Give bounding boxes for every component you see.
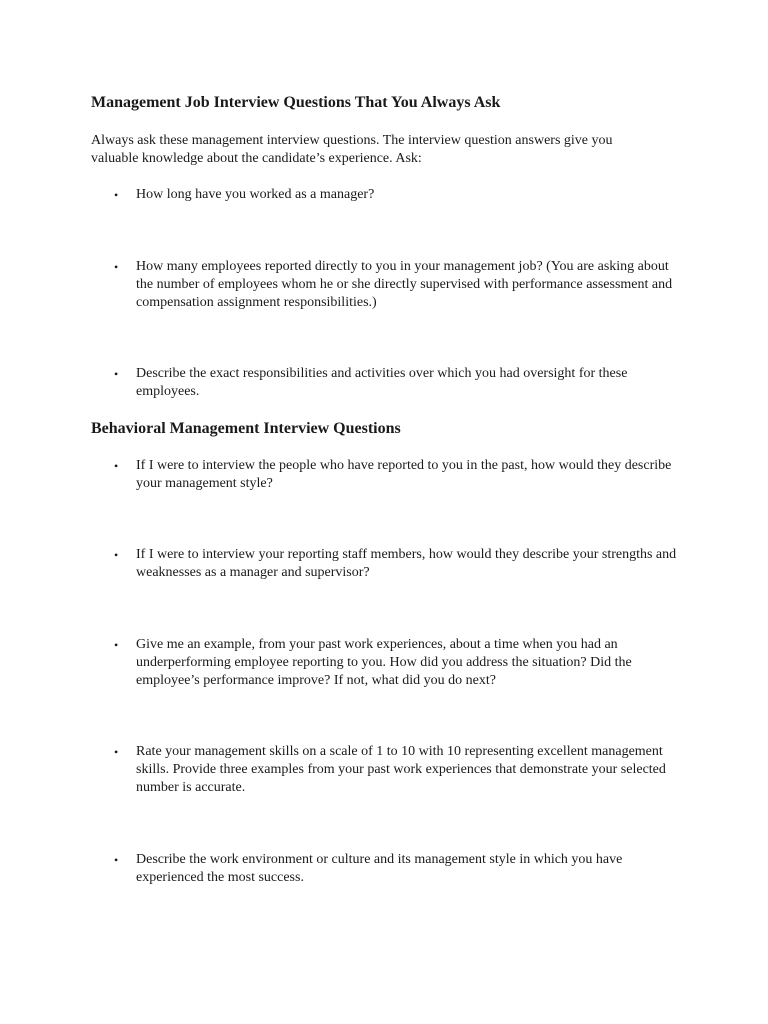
bullet-icon: • [114,459,119,473]
document-heading: Management Job Interview Questions That You Always Ask [91,94,501,111]
list-item-text: How many employees reported directly to you in your management job? (You are asking about the number of employees whom he or she directly supervised with performance assessment and compensation assignment responsibilities.) [136,259,673,310]
list-item-text: If I were to interview the people who have reported to you in the past, how would they describe your management style? [136,458,672,491]
list-item-text: Describe the work environment or culture and its management style in which you have experienced the most success. [136,852,623,885]
section-heading: Behavioral Management Interview Questions [91,420,401,437]
intro-paragraph: Always ask these management interview questions. The interview question answers give you valuable knowledge about the candidate’s experience. Ask: [91,133,613,166]
list-item-text: Describe the exact responsibilities and activities over which you had oversight for these employees. [136,366,628,399]
list-item-text: Rate your management skills on a scale of 1 to 10 with 10 representing excellent management skills. Provide three examples from your past work experiences that demonstrate your selected number is accurate. [136,744,666,795]
list-item-text: How long have you worked as a manager? [136,187,375,202]
list-item [114,743,681,797]
bullet-icon: • [114,367,119,381]
bullet-icon: • [114,638,119,652]
list-item [114,457,681,493]
bullet-icon: • [114,853,119,867]
bullet-icon: • [114,745,119,759]
list-item [114,546,681,582]
list-item [114,636,681,690]
bullet-icon: • [114,188,119,202]
list-item [114,258,681,312]
list-item [114,365,681,401]
bullet-icon: • [114,260,119,274]
list-item-text: If I were to interview your reporting staff members, how would they describe your strengths and weaknesses as a manager and supervisor? [136,547,677,580]
list-item-text: Give me an example, from your past work experiences, about a time when you had an underperforming employee reporting to you. How did you address the situation? Did the employee’s performance improve? If not, what did you do next? [136,637,632,688]
list-item [114,186,681,204]
list-item [114,851,681,887]
bullet-icon: • [114,548,119,562]
